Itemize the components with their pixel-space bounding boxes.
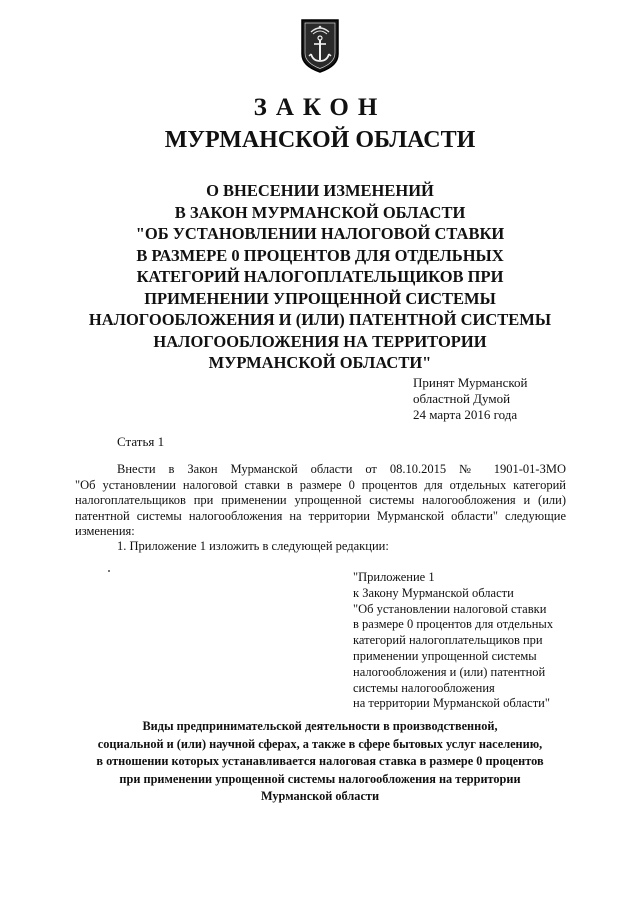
adoption-line: Принят Мурманской bbox=[413, 375, 528, 390]
body-line: Внести в Закон Мурманской области от 08.10.2015 № 1901-01-ЗМО bbox=[117, 462, 566, 476]
law-title-line: НАЛОГООБЛОЖЕНИЯ НА ТЕРРИТОРИИ bbox=[153, 331, 487, 351]
annex-line: применении упрощенной системы bbox=[353, 648, 537, 663]
scan-artifact bbox=[108, 570, 110, 572]
annex-title-line: в отношении которых устанавливается налоговая ставка в размере 0 процентов bbox=[96, 754, 544, 768]
law-title-line: В РАЗМЕРЕ 0 ПРОЦЕНТОВ ДЛЯ ОТДЕЛЬНЫХ bbox=[136, 245, 504, 265]
law-region-heading: МУРМАНСКОЙ ОБЛАСТИ bbox=[164, 127, 476, 153]
annex-line: в размере 0 процентов для отдельных bbox=[353, 617, 554, 632]
adoption-line: областной Думой bbox=[413, 391, 511, 406]
body-line: патентной системы налогообложения на территории Мурманской области" следующие bbox=[75, 508, 566, 523]
body-line: "Об установлении налоговой ставки в размере 0 процентов для отдельных категорий bbox=[75, 477, 566, 492]
annex-title-line: Мурманской области bbox=[260, 789, 380, 803]
annex-line: категорий налогоплательщиков при bbox=[353, 633, 543, 648]
adoption-date: 24 марта 2016 года bbox=[413, 407, 518, 422]
annex-title-line: Виды предпринимательской деятельности в производственной, bbox=[142, 719, 498, 733]
law-heading: ЗАКОН bbox=[253, 94, 387, 121]
annex-line: системы налогообложения bbox=[353, 680, 495, 695]
annex-line: к Закону Мурманской области bbox=[353, 585, 514, 600]
law-title-line: В ЗАКОН МУРМАНСКОЙ ОБЛАСТИ bbox=[174, 202, 466, 222]
annex-line: на территории Мурманской области" bbox=[353, 696, 550, 711]
annex-line: "Об установлении налоговой ставки bbox=[353, 601, 547, 616]
law-title-line: "ОБ УСТАНОВЛЕНИИ НАЛОГОВОЙ СТАВКИ bbox=[135, 224, 505, 243]
annex-line: "Приложение 1 bbox=[353, 570, 435, 584]
law-title-line: ПРИМЕНЕНИИ УПРОЩЕННОЙ СИСТЕМЫ bbox=[144, 288, 496, 308]
law-title bbox=[60, 180, 580, 374]
list-item: 1. Приложение 1 изложить в следующей редакции: bbox=[117, 539, 389, 553]
annex-title bbox=[60, 718, 580, 806]
article-heading: Статья 1 bbox=[117, 434, 165, 449]
body-line: налогоплательщиков при применении упрощенной системы налогообложения и (или) bbox=[75, 493, 566, 507]
adoption-note bbox=[413, 375, 528, 423]
law-title-line: О ВНЕСЕНИИ ИЗМЕНЕНИЙ bbox=[206, 181, 434, 200]
body-paragraph bbox=[75, 462, 566, 540]
annex-title-line: при применении упрощенной системы налогообложения на территории bbox=[119, 771, 521, 786]
body-line: изменения: bbox=[75, 524, 135, 538]
annex-title-line: социальной и (или) научной сферах, а также в сфере бытовых услуг населению, bbox=[97, 736, 543, 751]
law-title-line: КАТЕГОРИЙ НАЛОГОПЛАТЕЛЬЩИКОВ ПРИ bbox=[136, 267, 504, 286]
annex-reference bbox=[353, 570, 553, 712]
coat-of-arms-emblem bbox=[299, 18, 341, 74]
law-title-line: НАЛОГООБЛОЖЕНИЯ И (ИЛИ) ПАТЕНТНОЙ СИСТЕМЫ bbox=[88, 310, 552, 329]
annex-line: налогообложения и (или) патентной bbox=[353, 664, 546, 679]
law-title-line: МУРМАНСКОЙ ОБЛАСТИ" bbox=[208, 353, 432, 372]
